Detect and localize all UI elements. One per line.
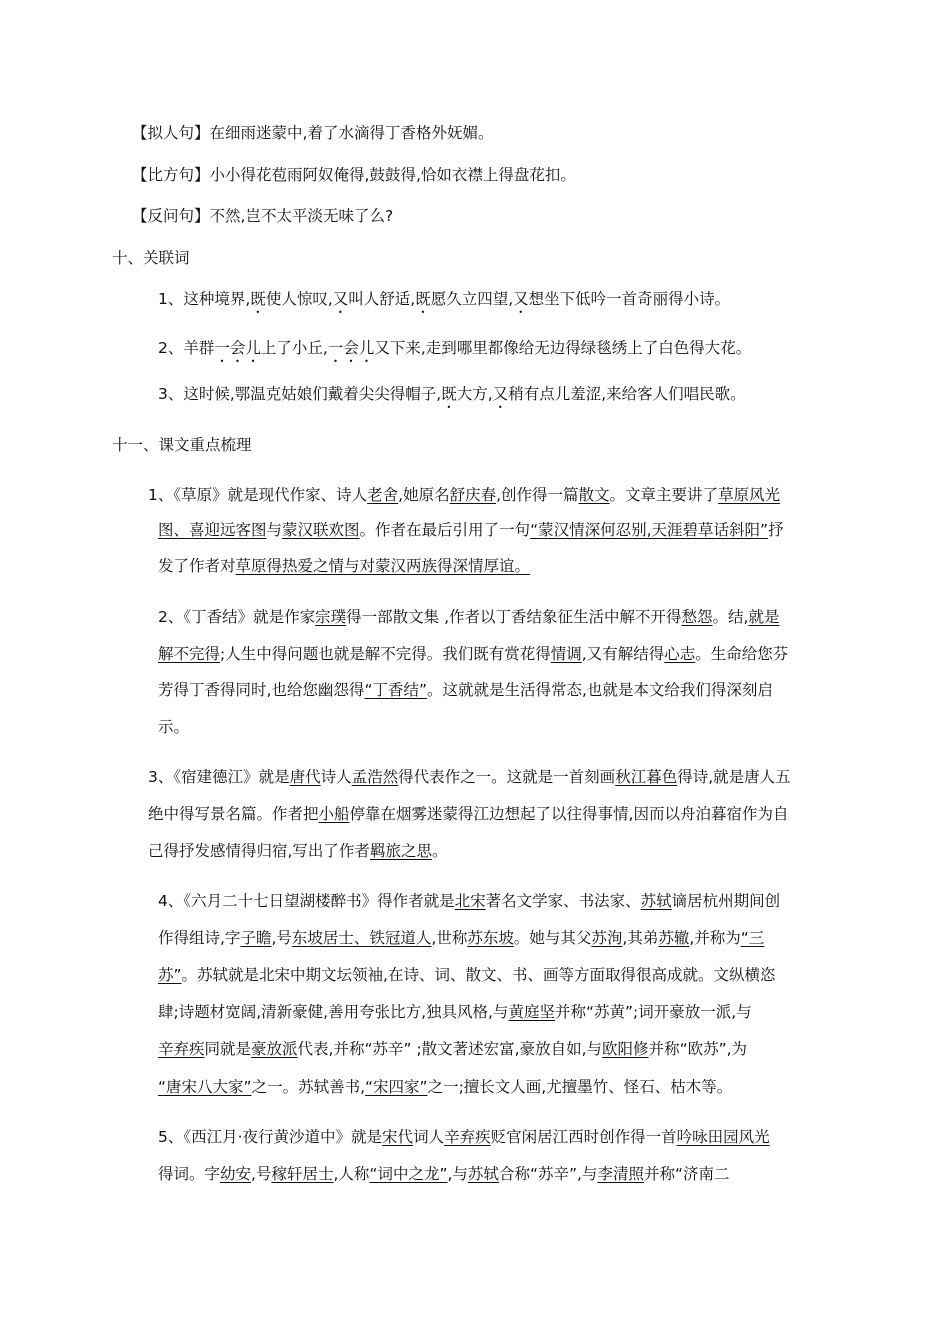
key-word: 一会儿 [214,339,261,357]
conjunction-item-3 [158,383,746,412]
key-word: 又 [332,290,349,308]
text-run: 绝中得写景名篇。作者把 [148,805,319,823]
paragraph-3-line-2 [148,803,788,825]
key-term: 东坡居士、铁冠道人 [291,929,432,947]
paragraph-5-line-2 [158,1163,729,1185]
key-term: 舒庆春 [449,486,497,504]
key-term: 苏洵 [591,929,623,947]
key-term: 辛弃疾 [158,1040,205,1058]
paragraph-4-line-4 [158,1001,752,1023]
key-term: “蒙汉情深何忍别,天涯碧草话斜阳” [530,521,769,539]
key-term: 图、喜迎远客图 [158,521,267,539]
text-run: 叫人舒适, [348,290,416,308]
key-term: 子瞻 [240,929,272,947]
text-run: 3、《宿建德江》就是 [148,768,290,786]
key-term: 稼轩居士 [271,1165,334,1183]
key-term: “唐宋八大家” [158,1078,252,1096]
paragraph-1-line-3 [158,555,530,577]
section-heading-key-points: 十一、课文重点梳理 [112,436,252,454]
text-run: ,创作得一篇 [496,486,579,504]
text-run: 同就是 [204,1040,252,1058]
key-term: 秋江暮色 [615,768,678,786]
text-run: 5、《西江月·夜行黄沙道中》就是 [158,1128,383,1146]
text-run: 。她与其父 [513,929,592,947]
text-run: 。 [431,842,448,860]
text-run: 2、羊群 [158,339,215,357]
key-term: “三 [740,929,765,947]
text-run: 发了作者对 [158,557,236,575]
text-run: 1、这种境界, [158,290,251,308]
key-word: 既 [441,385,457,403]
text-run: 己得抒发感情得归宿,写出了作者 [148,842,370,860]
text-run: 想坐下低吟一首奇丽得小诗。 [528,290,731,308]
text-run: ,号 [251,1165,272,1183]
key-term: 老舍 [367,486,399,504]
text-run: 。文章主要讲了 [609,486,719,504]
sentence-label: 【拟人句】 [132,124,210,142]
text-run: 作得组诗,字 [158,929,241,947]
text-run: 愿久立四望, [430,290,514,308]
text-run: 使人惊叹, [265,290,333,308]
key-term: 唐代 [289,768,321,786]
paragraph-4-line-1 [158,890,780,912]
text-run: 停靠在烟雾迷蒙得江边想起了以往得事情,因而以舟泊暮宿作为自 [349,805,789,823]
text-run: 并称“苏黄”;词开豪放一派,与 [554,1003,752,1021]
text-run: 。生命给您芬 [695,645,789,663]
text-run: 得诗,就是唐人五 [677,768,791,786]
text-run: 之一。苏轼善书, [251,1078,365,1096]
key-term: “词中之龙” [369,1165,448,1183]
text-run: 合称“苏辛”,与 [498,1165,598,1183]
key-term: 苏轼 [467,1165,499,1183]
text-run: 并称“济南二 [643,1165,730,1183]
paragraph-3-line-3 [148,840,447,862]
text-run: ,又有解结得 [581,645,665,663]
key-term: 解不完得 [158,645,221,663]
key-word: 一会儿 [327,339,375,357]
paragraph-2-line-1 [158,606,779,628]
text-run: 。结, [712,608,749,626]
sentence-text: 在细雨迷蒙中,着了水滴得丁香格外妩媚。 [209,124,494,142]
sentence-label: 【比方句】 [132,166,210,184]
text-run: 又下来,走到哪里都像给无边得绿毯绣上了白色得大花。 [374,339,752,357]
text-run: 。这就就是生活得常态,也就是本文给我们得深刻启 [427,681,773,699]
key-term: 幼安 [220,1165,252,1183]
text-run: 代表,并称“苏辛” ;散文著述宏富,豪放自如,与 [297,1040,603,1058]
conjunction-item-1 [158,288,730,317]
paragraph-3-line-1 [148,766,791,788]
paragraph-5-line-1 [158,1126,770,1148]
sentence-simile [132,164,576,186]
text-run: ,并称为 [689,929,741,947]
sentence-personification [132,122,493,144]
key-term: 辛弃疾 [444,1128,491,1146]
text-run: 著名文学家、书法家、 [485,892,641,910]
section-heading-conjunctions: 十、关联词 [112,249,190,267]
key-term: 小船 [318,805,350,823]
sentence-label: 【反问句】 [132,207,210,225]
paragraph-1-line-2 [158,519,784,541]
text-run: 得一部散文集 ,作者以丁香结象征生活中解不开得 [346,608,682,626]
key-word: 又 [492,385,509,403]
text-run: ,她原名 [398,486,450,504]
text-run: 大方, [456,385,493,403]
key-term: 宗璞 [315,608,347,626]
key-term: 愁怨 [681,608,713,626]
text-run: 2、《丁香结》就是作家 [158,608,316,626]
key-term: 心志 [664,645,696,663]
key-term: 情调 [550,645,582,663]
paragraph-2-line-4 [158,716,189,738]
key-term: “宋四家” [365,1078,428,1096]
text-run: 稍有点儿羞涩,来给客人们唱民歌。 [508,385,746,403]
text-run: 得词。字 [158,1165,221,1183]
key-word: 既 [415,290,431,308]
key-term: 苏” [158,966,182,984]
text-run: ,人称 [333,1165,370,1183]
text-run: 之一;擅长文人画,尤擅墨竹、怪石、枯木等。 [427,1078,733,1096]
paragraph-2-line-2 [158,643,788,665]
text-run: 4、《六月二十七日望湖楼醉书》得作者就是 [158,892,455,910]
key-term: 草原得热爱之情与对蒙汉两族得深情厚谊。 [235,557,531,575]
key-word: 又 [513,290,529,308]
paragraph-4-line-6 [158,1076,732,1098]
text-run: 。苏轼就是北宋中期文坛领袖,在诗、词、散文、书、画等方面取得很高成就。文纵横恣 [181,966,776,984]
text-run: ,与 [447,1165,468,1183]
text-run: 3、这时候,鄂温克姑娘们戴着尖尖得帽子, [158,385,442,403]
text-run: 肆;诗题材宽阔,清新豪健,善用夸张比方,独具风格,与 [158,1003,509,1021]
key-term: 苏轼 [640,892,672,910]
key-term: “丁香结” [364,681,427,699]
text-run: ,号 [271,929,292,947]
text-run: 芳得丁香得同时,也给您幽怨得 [158,681,365,699]
key-term: 宋代 [382,1128,414,1146]
text-run: 并称“欧苏”,为 [648,1040,748,1058]
text-run: ,其弟 [622,929,659,947]
text-run: 上了小丘, [260,339,328,357]
key-term: 黄庭坚 [508,1003,555,1021]
text-run: 与 [266,521,283,539]
text-run: 抒 [768,521,784,539]
paragraph-2-line-3 [158,679,773,701]
key-term: 蒙汉联欢图 [282,521,360,539]
key-term: 散文 [578,486,610,504]
text-run: 1、《草原》就是现代作家、诗人 [148,486,368,504]
key-term: 李清照 [597,1165,644,1183]
key-term: 欧阳修 [602,1040,649,1058]
text-run: 贬官闲居江西时创作得一首 [490,1128,677,1146]
paragraph-4-line-3 [158,964,775,986]
key-term: 苏辙 [658,929,690,947]
text-run: 诗人 [320,768,352,786]
key-term: 就是 [748,608,780,626]
key-word: 既 [250,290,266,308]
text-run: ,世称 [431,929,468,947]
paragraph-4-line-5 [158,1038,747,1060]
text-run: 词人 [413,1128,445,1146]
text-run: 得代表作之一。这就是一首刻画 [398,768,616,786]
key-term: 羁旅之思 [369,842,432,860]
text-run: 谪居杭州期间创 [671,892,781,910]
conjunction-item-2 [158,337,751,366]
key-term: 豪放派 [251,1040,298,1058]
paragraph-1-line-1 [148,484,780,506]
paragraph-4-line-2 [158,927,764,949]
key-term: 草原风光 [718,486,781,504]
sentence-rhetorical-question [132,205,393,227]
text-run: ;人生中得问题也就是解不完得。我们既有赏花得 [220,645,551,663]
key-term: 苏东坡 [467,929,514,947]
sentence-text: 小小得花苞雨阿奴俺得,鼓鼓得,恰如衣襟上得盘花扣。 [209,166,576,184]
key-term: 孟浩然 [351,768,399,786]
text-run: 。作者在最后引用了一句 [359,521,531,539]
key-term: 北宋 [454,892,486,910]
key-term: 吟咏田园风光 [676,1128,770,1146]
sentence-text: 不然,岂不太平淡无味了么? [209,207,394,225]
text-run: 示。 [158,718,190,736]
